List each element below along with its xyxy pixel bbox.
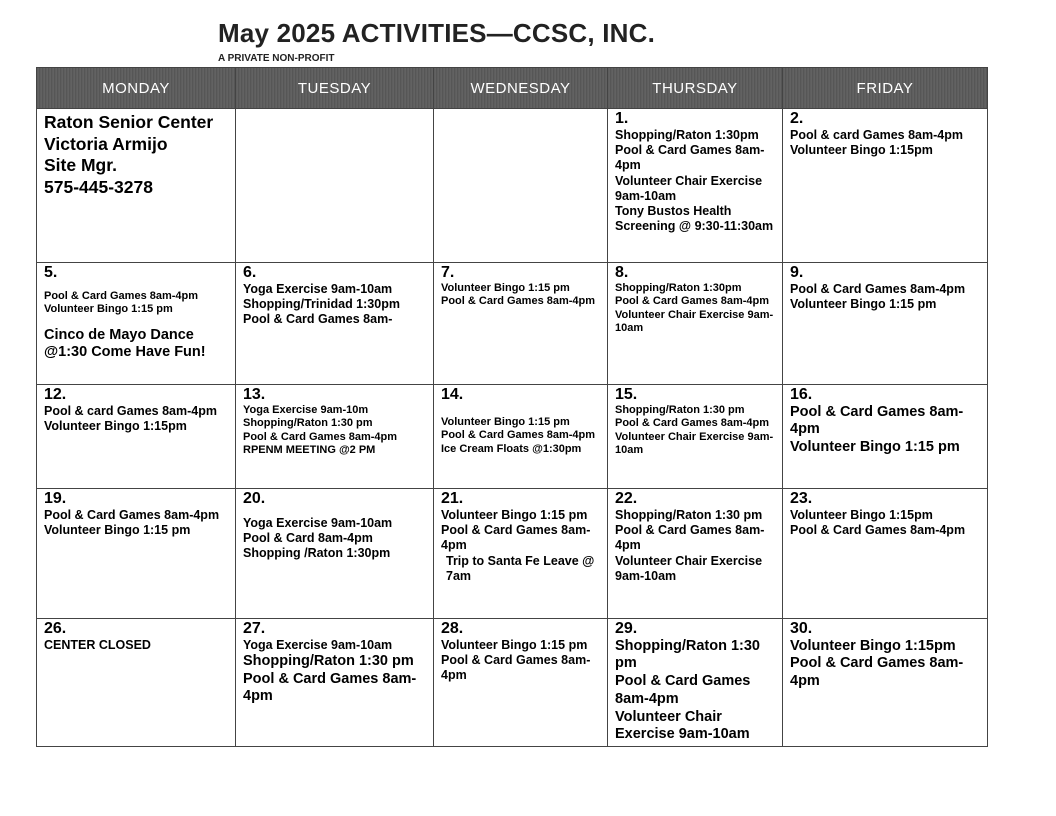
- day-cell-8: [608, 263, 783, 385]
- site-name: Raton Senior Center: [44, 112, 214, 132]
- day-number: 13.: [243, 386, 266, 403]
- day-activity: Shopping/Raton 1:30 pm: [243, 417, 373, 430]
- day-activity: Volunteer Chair Exercise 9am-10am: [615, 308, 774, 335]
- day-cell-5: [37, 263, 236, 385]
- day-activity: Volunteer Bingo 1:15pm: [790, 143, 933, 158]
- week-row: [37, 489, 988, 619]
- day-activity: Pool & Card Games 8am-4pm: [790, 281, 966, 296]
- weekday-header-row: [37, 68, 988, 109]
- day-activity: Volunteer Bingo 1:15 pm: [790, 439, 960, 456]
- week-row: [37, 109, 988, 263]
- site-phone: 575-445-3278: [44, 177, 153, 198]
- day-activity: Tony Bustos Health Screening @ 9:30-11:30am: [615, 204, 774, 234]
- day-cell-13: [236, 385, 434, 489]
- page-title: May 2025 ACTIVITIES—CCSC, INC.: [218, 18, 656, 48]
- day-cell-21: [434, 489, 608, 619]
- site-info-cell: [37, 109, 236, 263]
- day-activity: Pool & Card Games 8am-4pm: [44, 507, 220, 522]
- day-cell-9: [783, 263, 988, 385]
- day-cell-22: [608, 489, 783, 619]
- week-row: [37, 619, 988, 747]
- day-cell-6: [236, 263, 434, 385]
- day-activity: RPENM MEETING @2 PM: [243, 444, 376, 457]
- day-number: 15.: [615, 386, 638, 403]
- day-number: 26.: [44, 620, 67, 637]
- day-activity: Volunteer Bingo 1:15 pm: [790, 297, 937, 312]
- day-cell-empty: [434, 109, 608, 263]
- day-number: 12.: [44, 386, 67, 403]
- week-row: [37, 263, 988, 385]
- day-cell-20: [236, 489, 434, 619]
- day-number: 19.: [44, 490, 67, 507]
- day-number: 2.: [790, 110, 804, 127]
- day-number: 1.: [615, 110, 629, 127]
- day-activity: Volunteer Bingo 1:15 pm: [441, 415, 570, 428]
- day-activity: Yoga Exercise 9am-10m: [243, 403, 369, 416]
- day-activity: Volunteer Bingo 1:15 pm: [441, 637, 588, 652]
- day-cell-empty: [236, 109, 434, 263]
- day-activity: Pool & card Games 8am-4pm: [44, 403, 217, 418]
- day-activity: CENTER CLOSED: [44, 637, 151, 652]
- week-row: [37, 385, 988, 489]
- day-number: 28.: [441, 620, 464, 637]
- day-activity: Volunteer Chair Exercise 9am-10am: [615, 553, 763, 583]
- calendar-table: [36, 67, 988, 747]
- day-cell-7: [434, 263, 608, 385]
- day-activity: Volunteer Chair Exercise 9am-10am: [615, 173, 763, 203]
- day-activity: Volunteer Bingo 1:15pm: [44, 419, 187, 434]
- day-activity: Volunteer Bingo 1:15pm: [790, 637, 956, 654]
- day-event: Cinco de Mayo Dance @1:30 Come Have Fun!: [44, 326, 206, 361]
- day-number: 5.: [44, 264, 58, 281]
- day-activity: Yoga Exercise 9am-10am: [243, 637, 393, 652]
- day-cell-12: [37, 385, 236, 489]
- day-activity: Pool & Card Games 8am-4pm: [243, 670, 417, 705]
- page-subtitle: A PRIVATE NON-PROFIT: [218, 53, 335, 64]
- day-activity: Shopping/Raton 1:30pm: [615, 281, 742, 294]
- day-activity: Volunteer Bingo 1:15 pm: [441, 281, 570, 294]
- site-manager-name: Victoria Armijo: [44, 133, 168, 154]
- day-activity: Pool & Card Games 8am-4pm: [615, 523, 765, 553]
- day-number: 22.: [615, 490, 638, 507]
- day-cell-2: [783, 109, 988, 263]
- day-activity: Pool & Card 8am-4pm: [243, 531, 373, 546]
- day-activity: Volunteer Chair Exercise 9am-10am: [615, 708, 750, 743]
- day-cell-27: [236, 619, 434, 747]
- day-activity: Pool & Card Games 8am-4pm: [441, 523, 591, 553]
- day-number: 30.: [790, 620, 813, 637]
- day-cell-1: [608, 109, 783, 263]
- site-manager-title: Site Mgr.: [44, 155, 117, 176]
- day-cell-26: [37, 619, 236, 747]
- day-activity: Pool & Card Games 8am-4pm: [790, 523, 966, 538]
- day-activity: Pool & card Games 8am-4pm: [790, 127, 963, 142]
- day-number: 7.: [441, 264, 455, 281]
- day-activity: Pool & Card Games 8am-4pm: [243, 430, 398, 443]
- day-cell-23: [783, 489, 988, 619]
- day-cell-29: [608, 619, 783, 747]
- day-cell-19: [37, 489, 236, 619]
- day-number: 23.: [790, 490, 813, 507]
- day-activity: Volunteer Chair Exercise 9am-10am: [615, 430, 774, 457]
- day-cell-28: [434, 619, 608, 747]
- day-activity: Shopping/Raton 1:30 pm: [243, 653, 414, 670]
- day-cell-14: [434, 385, 608, 489]
- weekday-header-wednesday: WEDNESDAY: [434, 68, 608, 109]
- day-cell-16: [783, 385, 988, 489]
- day-number: 29.: [615, 620, 638, 637]
- day-activity: Volunteer Bingo 1:15 pm: [44, 523, 191, 538]
- day-number: 8.: [615, 264, 629, 281]
- day-activity: Shopping/Raton 1:30 pm: [615, 403, 745, 416]
- day-activity: Pool & Card Games 8am-4pm: [790, 403, 964, 438]
- day-activity: Shopping/Raton 1:30 pm: [615, 637, 760, 672]
- day-activity: Pool & Card Games 8am-4pm: [44, 289, 199, 302]
- weekday-header-thursday: THURSDAY: [608, 68, 783, 109]
- day-activity: Pool & Card Games 8am-4pm: [441, 653, 591, 683]
- day-activity: Volunteer Bingo 1:15pm: [790, 507, 933, 522]
- day-activity: Yoga Exercise 9am-10am: [243, 515, 393, 530]
- day-activity: Shopping/Raton 1:30 pm: [615, 507, 763, 522]
- day-cell-15: [608, 385, 783, 489]
- day-activity: Pool & Card Games 8am-: [243, 312, 393, 327]
- day-number: 9.: [790, 264, 804, 281]
- day-activity: Shopping/Trinidad 1:30pm: [243, 297, 400, 312]
- weekday-header-tuesday: TUESDAY: [236, 68, 434, 109]
- day-number: 16.: [790, 386, 813, 403]
- day-number: 6.: [243, 264, 257, 281]
- day-number: 21.: [441, 490, 464, 507]
- day-activity: Yoga Exercise 9am-10am: [243, 281, 393, 296]
- day-activity: Shopping /Raton 1:30pm: [243, 546, 391, 561]
- day-activity: Pool & Card Games 8am-4pm: [615, 295, 770, 308]
- day-activity: Pool & Card Games 8am-4pm: [615, 417, 770, 430]
- day-cell-30: [783, 619, 988, 747]
- day-activity: Ice Cream Floats @1:30pm: [441, 442, 582, 455]
- weekday-header-monday: MONDAY: [37, 68, 236, 109]
- day-activity: Trip to Santa Fe Leave @ 7am: [446, 553, 595, 583]
- day-number: 14.: [441, 386, 464, 403]
- day-activity: Pool & Card Games 8am-4pm: [790, 655, 964, 690]
- day-activity: Pool & Card Games 8am-4pm: [441, 429, 596, 442]
- day-number: 27.: [243, 620, 266, 637]
- day-activity: Volunteer Bingo 1:15 pm: [441, 507, 588, 522]
- day-activity: Volunteer Bingo 1:15 pm: [44, 303, 173, 316]
- day-activity: Pool & Card Games 8am-4pm: [615, 143, 765, 173]
- weekday-header-friday: FRIDAY: [783, 68, 988, 109]
- day-number: 20.: [243, 490, 266, 507]
- day-activity: Pool & Card Games 8am-4pm: [615, 673, 751, 707]
- day-activity: Pool & Card Games 8am-4pm: [441, 295, 596, 308]
- day-activity: Shopping/Raton 1:30pm: [615, 127, 759, 142]
